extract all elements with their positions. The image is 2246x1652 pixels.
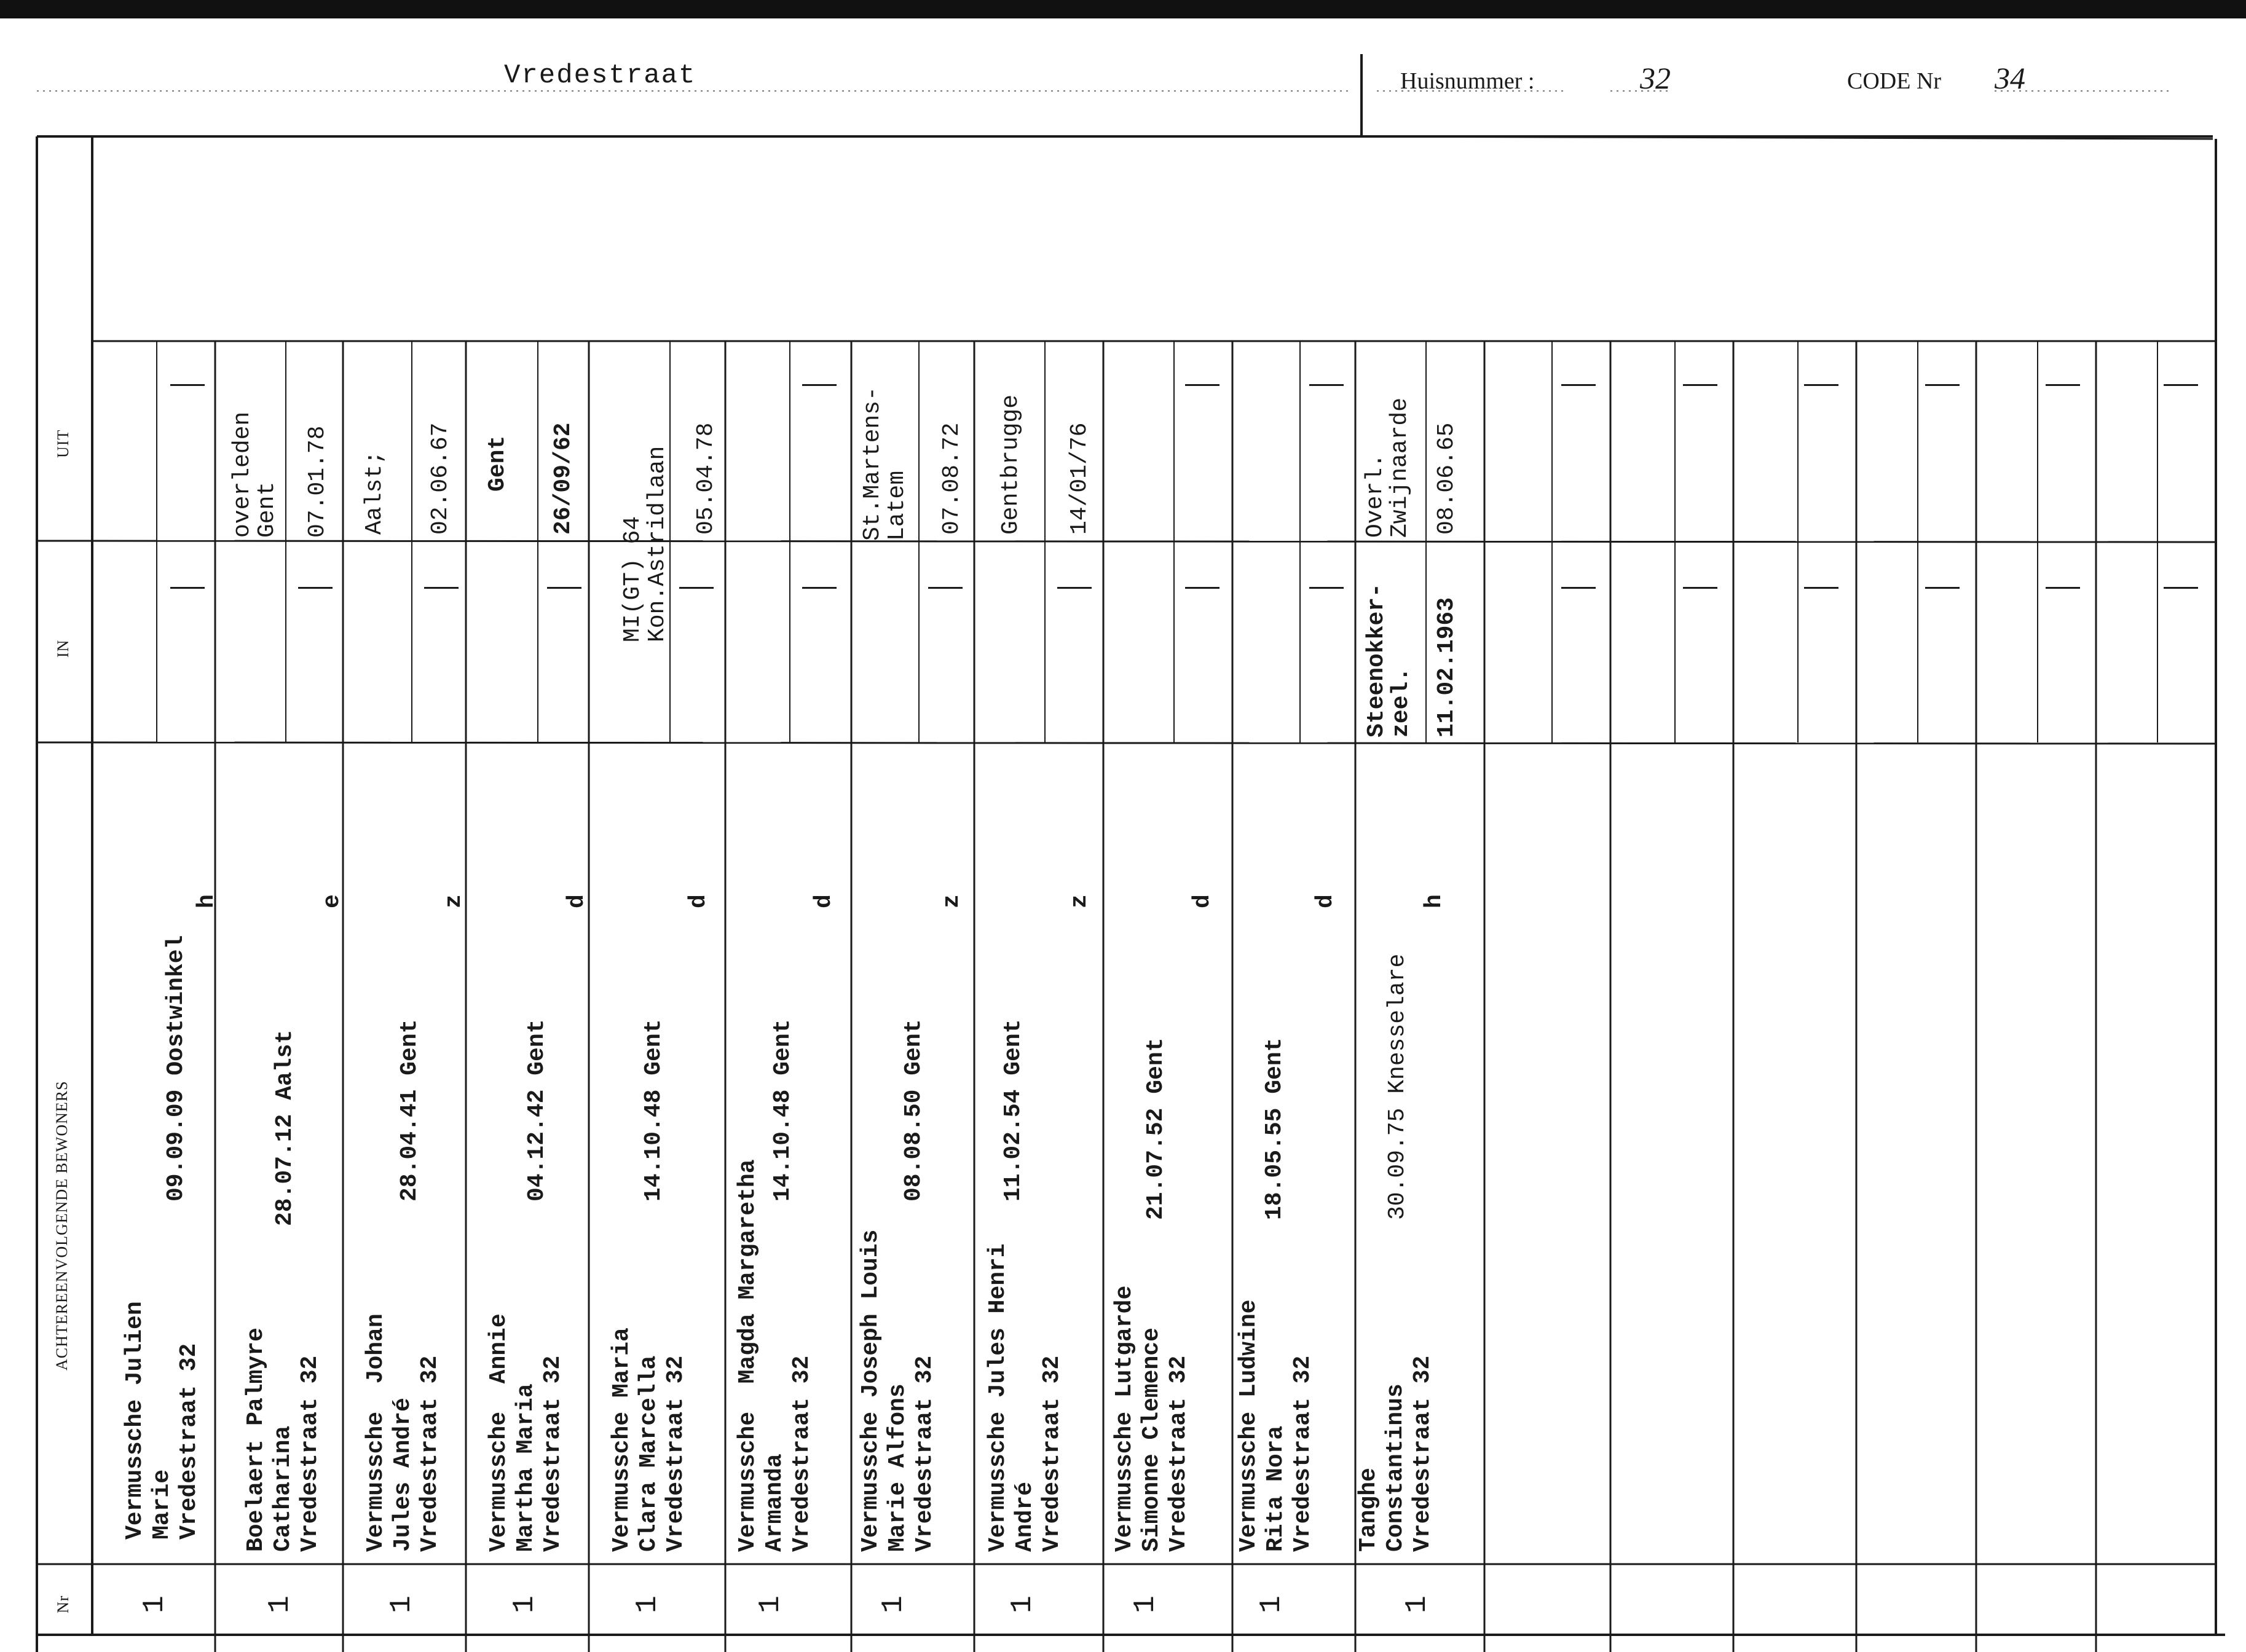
resident-name: Vermussche Annie Martha Maria Vredestraat 32 (486, 1313, 566, 1552)
out-empty-dash (170, 384, 205, 386)
out-date: 26/09/62 (550, 422, 577, 535)
resident-birth: 14.10.48 Gent (770, 1019, 796, 1202)
resident-name: Vermussche Ludwine Rita Nora Vredestraat 32 (1235, 1299, 1316, 1552)
resident-birth: 28.04.41 Gent (396, 1019, 423, 1202)
in-empty-dash (2046, 587, 2080, 589)
out-date: 07.01.78 (304, 425, 331, 538)
resident-name: Vermussche Maria Clara Marcella Vredestraat 32 (609, 1328, 689, 1552)
out-empty-dash (2164, 384, 2198, 386)
in-empty-dash (298, 587, 333, 589)
resident-sex: d (811, 894, 837, 908)
out-date: 08.06.65 (1433, 422, 1460, 535)
out-place: MI(GT) 64 Kon.Astridlaan (620, 446, 671, 642)
resident-nr: 1 (1006, 1595, 1039, 1613)
resident-sex: z (1066, 894, 1093, 908)
in-empty-dash (1683, 587, 1717, 589)
out-empty-dash (1683, 384, 1717, 386)
resident-birth: 08.08.50 Gent (900, 1019, 927, 1202)
in-empty-dash (1561, 587, 1596, 589)
resident-birth: 18.05.55 Gent (1261, 1037, 1288, 1220)
out-place: St.Martens- Latem (859, 387, 910, 541)
resident-name: Vermussche Joseph Louis Marie Alfons Vredestraat 32 (857, 1229, 938, 1552)
resident-nr: 1 (631, 1595, 664, 1613)
out-empty-dash (1185, 384, 1220, 386)
in-empty-dash (1185, 587, 1220, 589)
resident-name: Vermussche Jules Henri André Vredestraat 32 (985, 1243, 1065, 1552)
out-place: Gent (484, 435, 511, 492)
in-place: Steenokker- zeel. (1363, 583, 1414, 738)
in-empty-dash (1057, 587, 1092, 589)
out-place: Aalst; (361, 450, 388, 535)
resident-sex: z (939, 894, 965, 908)
column-label-out: UIT (54, 429, 72, 458)
in-empty-dash (1925, 587, 1960, 589)
resident-birth: 21.07.52 Gent (1143, 1037, 1169, 1220)
resident-birth: 11.02.54 Gent (1000, 1019, 1026, 1202)
resident-nr: 1 (508, 1595, 542, 1613)
resident-birth: 28.07.12 Aalst (272, 1029, 298, 1226)
column-label-residents: ACHTEREENVOLGENDE BEWONERS (53, 1080, 71, 1371)
code-value: 34 (1995, 61, 2025, 95)
out-place: overleden Gent (229, 411, 280, 538)
resident-nr: 1 (1255, 1595, 1288, 1613)
in-date: 11.02.1963 (1433, 597, 1460, 738)
out-place: Overl. Zwijnaarde (1362, 397, 1413, 538)
resident-sex: z (441, 894, 467, 908)
column-label-in: IN (54, 639, 72, 658)
out-date: 14/01/76 (1066, 422, 1093, 535)
resident-nr: 1 (138, 1595, 171, 1613)
out-place: Gentbrugge (998, 394, 1024, 535)
resident-sex: e (319, 894, 345, 908)
resident-sex: h (1421, 894, 1448, 908)
house-number-label: Huisnummer : (1400, 68, 1535, 94)
resident-sex: d (1312, 894, 1339, 908)
resident-birth: 14.10.48 Gent (640, 1019, 667, 1202)
resident-sex: d (685, 894, 712, 908)
resident-birth: 04.12.42 Gent (524, 1019, 550, 1202)
resident-name: Vermussche Julien Marie Vredestraat 32 (122, 1301, 202, 1540)
resident-sex: d (564, 894, 590, 908)
in-empty-dash (547, 587, 581, 589)
resident-name: Vermussche Johan Jules André Vredestraat 32 (363, 1313, 443, 1552)
resident-nr: 1 (1129, 1595, 1162, 1613)
resident-nr: 1 (385, 1595, 419, 1613)
resident-nr: 1 (877, 1595, 910, 1613)
street-name: Vredestraat (504, 60, 696, 91)
out-empty-dash (1804, 384, 1838, 386)
in-empty-dash (679, 587, 714, 589)
in-empty-dash (1804, 587, 1838, 589)
out-empty-dash (1561, 384, 1596, 386)
out-date: 02.06.67 (427, 422, 454, 535)
resident-nr: 1 (754, 1595, 787, 1613)
out-empty-dash (1925, 384, 1960, 386)
out-empty-dash (1309, 384, 1344, 386)
in-empty-dash (2164, 587, 2198, 589)
out-date: 05.04.78 (693, 422, 719, 535)
in-empty-dash (424, 587, 459, 589)
resident-birth: 09.09.09 Oostwinkel (163, 935, 189, 1202)
in-empty-dash (170, 587, 205, 589)
resident-name: Vermussche Magda Margaretha Armanda Vredestraat 32 (735, 1159, 815, 1552)
in-empty-dash (928, 587, 963, 589)
out-date: 07.08.72 (939, 422, 965, 535)
column-label-nr: Nr (54, 1595, 72, 1613)
in-empty-dash (1309, 587, 1344, 589)
out-empty-dash (802, 384, 837, 386)
resident-name: Vermussche Lutgarde Simonne Clemence Vredestraat 32 (1111, 1285, 1192, 1552)
resident-name: Boelaert Palmyre Catharina Vredestraat 32 (243, 1328, 323, 1552)
resident-birth: 30.09.75 Knesselare (1384, 953, 1411, 1220)
out-empty-dash (2046, 384, 2080, 386)
code-label: CODE Nr (1847, 68, 1942, 94)
resident-nr: 1 (1401, 1595, 1434, 1613)
resident-name: Tanghe Constantinus Vredestraat 32 (1355, 1355, 1436, 1552)
resident-sex: h (194, 894, 220, 908)
house-number-value: 32 (1640, 61, 1671, 95)
resident-nr: 1 (264, 1595, 297, 1613)
resident-sex: d (1189, 894, 1216, 908)
in-empty-dash (802, 587, 837, 589)
